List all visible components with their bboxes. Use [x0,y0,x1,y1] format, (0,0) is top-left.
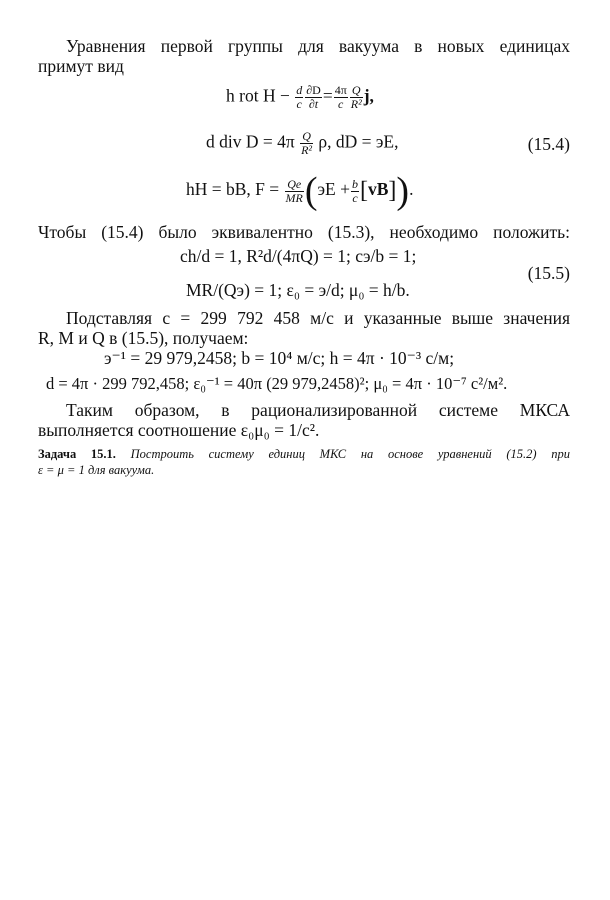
right-bracket: ] [388,177,397,204]
equation-number-15-4: (15.4) [527,134,570,154]
eq1-frac-q-r2 [350,84,363,111]
eq2-frac-num: Q [300,130,313,144]
eq3-frac-b-c [351,178,359,205]
eq3-frac-a-den: MR [285,190,303,205]
eq1-frac-b-den: ∂t [308,97,319,111]
task-block [38,446,570,478]
eq2-frac-den: R² [301,143,313,157]
left-paren: ( [304,170,318,212]
eq1-frac-d-den: R² [350,97,362,111]
equation-number-15-5: (15.5) [527,263,570,283]
intro-line-1: Уравнения первой группы для вакуума в новых единицах [66,36,570,56]
substitution-line-1: Подставляя c = 299 792 458 м/с и указанные выше значения [66,308,570,328]
values-line-2: d = 4π · 299 792,458; ε₀⁻¹ = 40π (29 979,2458)²; μ₀ = 4π · 10⁻⁷ с²/м². [46,374,508,393]
eq1-frac-c-num: 4π [334,83,347,97]
eq1-frac-b-num: ∂D [306,83,321,97]
conclusion-paragraph [38,400,570,440]
substitution-line-2: R, M и Q в (15.5), получаем: [38,328,249,348]
eq3-frac-b-num: b [351,176,358,191]
eq1-tail: j, [363,85,374,106]
task-text-1: Построить систему единиц МКС на основе уравнений (15.2) при [130,447,570,461]
eq3-frac-qe-mr [285,178,304,205]
eq1-frac-a-den: c [296,97,302,111]
equation-rot-h [226,84,374,111]
eq1-frac-4pi-c [334,84,348,111]
eq3-frac-a-num: Qe [285,178,304,192]
eq1-equals: = [322,85,333,106]
eq3-inner-2: vB [367,179,389,200]
substitution-paragraph [38,308,570,348]
intro-line-2: примут вид [38,56,124,76]
equation-div-d [206,130,398,157]
equation-15-5-line-1: ch/d = 1, R²d/(4πQ) = 1; cэ/b = 1; [180,246,417,266]
task-label: Задача 15.1. [38,447,116,461]
equivalence-paragraph [38,222,570,242]
eq1-frac-dd-dt [305,84,322,111]
task-text-2: ε = μ = 1 для вакуума. [38,463,155,477]
eq3-tail: . [409,179,414,200]
eq1-frac-c-den: c [338,97,344,111]
equivalence-line: Чтобы (15.4) было эквивалентно (15.3), необходимо положить: [38,222,570,242]
eq2-part-1: d div D = 4π [206,131,295,152]
left-bracket: [ [359,177,368,204]
conclusion-line-2: выполняется соотношение ε₀μ₀ = 1/c². [38,420,320,440]
eq1-frac-d-num: Q [350,84,363,98]
values-line-1: э⁻¹ = 29 979,2458; b = 10⁴ м/с; h = 4π · 10⁻³ с/м; [104,348,455,368]
eq3-part-1: hH = bB, F = [186,179,280,200]
eq3-frac-b-den: c [352,190,358,205]
equation-15-5-line-2: MR/(Qэ) = 1; ε₀ = э/d; μ₀ = h/b. [186,280,410,300]
eq1-lhs: h rot H − [226,85,290,106]
eq1-frac-a-num: d [296,83,303,97]
right-paren: ) [396,170,410,212]
task-line-1 [38,446,570,462]
intro-paragraph [38,36,570,76]
equation-force [186,170,414,212]
eq2-part-2: ρ, dD = эE, [318,131,399,152]
eq2-frac-q-r2 [300,130,313,157]
eq1-frac-d-c [295,84,303,111]
task-line-2 [38,462,570,478]
eq3-inner-1: эE + [317,179,350,200]
conclusion-line-1: Таким образом, в рационализированной системе МКСА [66,400,570,420]
